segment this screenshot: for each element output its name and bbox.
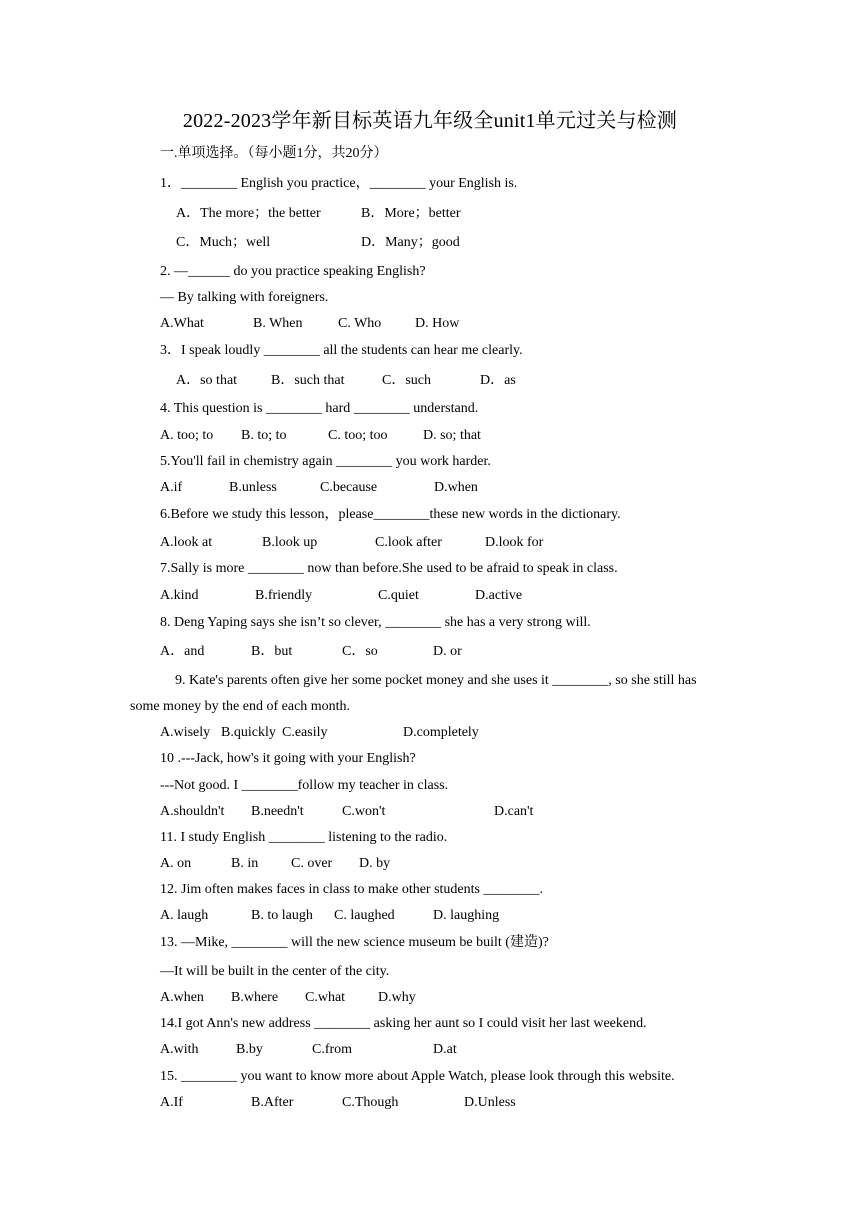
question-2-stem: — By talking with foreigners. [160, 290, 329, 305]
question-1-option-d: D．Many；good [361, 235, 460, 250]
question-8-option-a: A．and [160, 644, 205, 659]
question-6-option-c: C.look after [375, 535, 442, 550]
question-8-option-b: B．but [251, 644, 293, 659]
question-4-option-a: A. too; to [160, 428, 214, 443]
question-13-option-a: A.when [160, 990, 204, 1005]
question-5-option-a: A.if [160, 480, 183, 495]
question-9-option-a: A.wisely [160, 725, 211, 740]
question-10-option-a: A.shouldn't [160, 804, 225, 819]
question-8-stem: 8. Deng Yaping says she isn’t so clever, ________ she has a very strong will. [160, 615, 591, 630]
question-11-stem: 11. I study English ________ listening to the radio. [160, 830, 448, 845]
question-3-option-c: C．such [382, 373, 431, 388]
document-title: 2022-2023学年新目标英语九年级全unit1单元过关与检测 [182, 110, 678, 132]
question-9-stem: 9. Kate's parents often give her some pocket money and she uses it ________, so she still has [175, 673, 697, 688]
question-11-option-d: D. by [359, 856, 391, 871]
question-9-stem: some money by the end of each month. [130, 699, 351, 714]
question-6-option-b: B.look up [262, 535, 318, 550]
question-10-option-d: D.can't [494, 804, 534, 819]
question-15-option-b: B.After [251, 1095, 294, 1110]
question-4-option-c: C. too; too [328, 428, 388, 443]
question-10-option-c: C.won't [342, 804, 386, 819]
question-12-stem: 12. Jim often makes faces in class to make other students ________. [160, 882, 543, 897]
question-10-stem: ---Not good. I ________follow my teacher in class. [160, 778, 449, 793]
question-5-option-b: B.unless [229, 480, 277, 495]
question-8-option-d: D. or [433, 644, 462, 659]
question-9-option-b: B.quickly [221, 725, 276, 740]
question-5-stem: 5.You'll fail in chemistry again ________ you work harder. [160, 454, 491, 469]
question-14-option-a: A.with [160, 1042, 199, 1057]
question-1-option-b: B．More；better [361, 206, 461, 221]
question-11-option-b: B. in [231, 856, 259, 871]
question-11-option-c: C. over [291, 856, 333, 871]
question-13-option-b: B.where [231, 990, 279, 1005]
question-10-stem: 10 .---Jack, how's it going with your English? [160, 751, 416, 766]
question-4-stem: 4. This question is ________ hard ________ understand. [160, 401, 479, 416]
question-1-option-a: A．The more；the better [176, 206, 321, 221]
question-14-option-c: C.from [312, 1042, 353, 1057]
question-3-option-a: A．so that [176, 373, 238, 388]
question-13-stem: —It will be built in the center of the city. [160, 964, 390, 979]
question-15-option-c: C.Though [342, 1095, 399, 1110]
question-14-option-d: D.at [433, 1042, 457, 1057]
question-5-option-d: D.when [434, 480, 478, 495]
question-3-stem: 3．I speak loudly ________ all the students can hear me clearly. [160, 343, 523, 358]
question-13-option-c: C.what [305, 990, 346, 1005]
question-7-option-c: C.quiet [378, 588, 419, 603]
question-7-stem: 7.Sally is more ________ now than before.She used to be afraid to speak in class. [160, 561, 618, 576]
question-14-stem: 14.I got Ann's new address ________ asking her aunt so I could visit her last weekend. [160, 1016, 647, 1031]
question-6-option-a: A.look at [160, 535, 213, 550]
question-7-option-d: D.active [475, 588, 523, 603]
question-12-option-b: B. to laugh [251, 908, 313, 923]
question-2-option-d: D. How [415, 316, 460, 331]
question-12-option-d: D. laughing [433, 908, 500, 923]
question-3-option-b: B．such that [271, 373, 345, 388]
section-heading: 一.单项选择。（每小题1分，共20分） [160, 146, 388, 161]
question-7-option-a: A.kind [160, 588, 199, 603]
question-9-option-d: D.completely [403, 725, 479, 740]
question-4-option-b: B. to; to [241, 428, 287, 443]
question-2-option-b: B. When [253, 316, 303, 331]
question-11-option-a: A. on [160, 856, 192, 871]
question-1-option-c: C．Much；well [176, 235, 271, 250]
question-13-stem: 13. —Mike, ________ will the new science museum be built (建造)? [160, 935, 549, 950]
question-8-option-c: C．so [342, 644, 378, 659]
question-7-option-b: B.friendly [255, 588, 313, 603]
question-12-option-a: A. laugh [160, 908, 209, 923]
question-6-stem: 6.Before we study this lesson，please________these new words in the dictionary. [160, 507, 621, 522]
question-1-stem: 1．________ English you practice，________ your English is. [160, 176, 518, 191]
question-2-option-c: C. Who [338, 316, 382, 331]
question-6-option-d: D.look for [485, 535, 544, 550]
question-2-option-a: A.What [160, 316, 204, 331]
question-15-option-a: A.If [160, 1095, 183, 1110]
question-10-option-b: B.needn't [251, 804, 304, 819]
question-14-option-b: B.by [236, 1042, 263, 1057]
question-2-stem: 2. —______ do you practice speaking English? [160, 264, 426, 279]
question-13-option-d: D.why [378, 990, 416, 1005]
question-4-option-d: D. so; that [423, 428, 481, 443]
question-15-stem: 15. ________ you want to know more about Apple Watch, please look through this website. [160, 1069, 675, 1084]
question-9-option-c: C.easily [282, 725, 328, 740]
question-12-option-c: C. laughed [334, 908, 395, 923]
question-15-option-d: D.Unless [464, 1095, 516, 1110]
question-5-option-c: C.because [320, 480, 378, 495]
question-3-option-d: D．as [480, 373, 516, 388]
